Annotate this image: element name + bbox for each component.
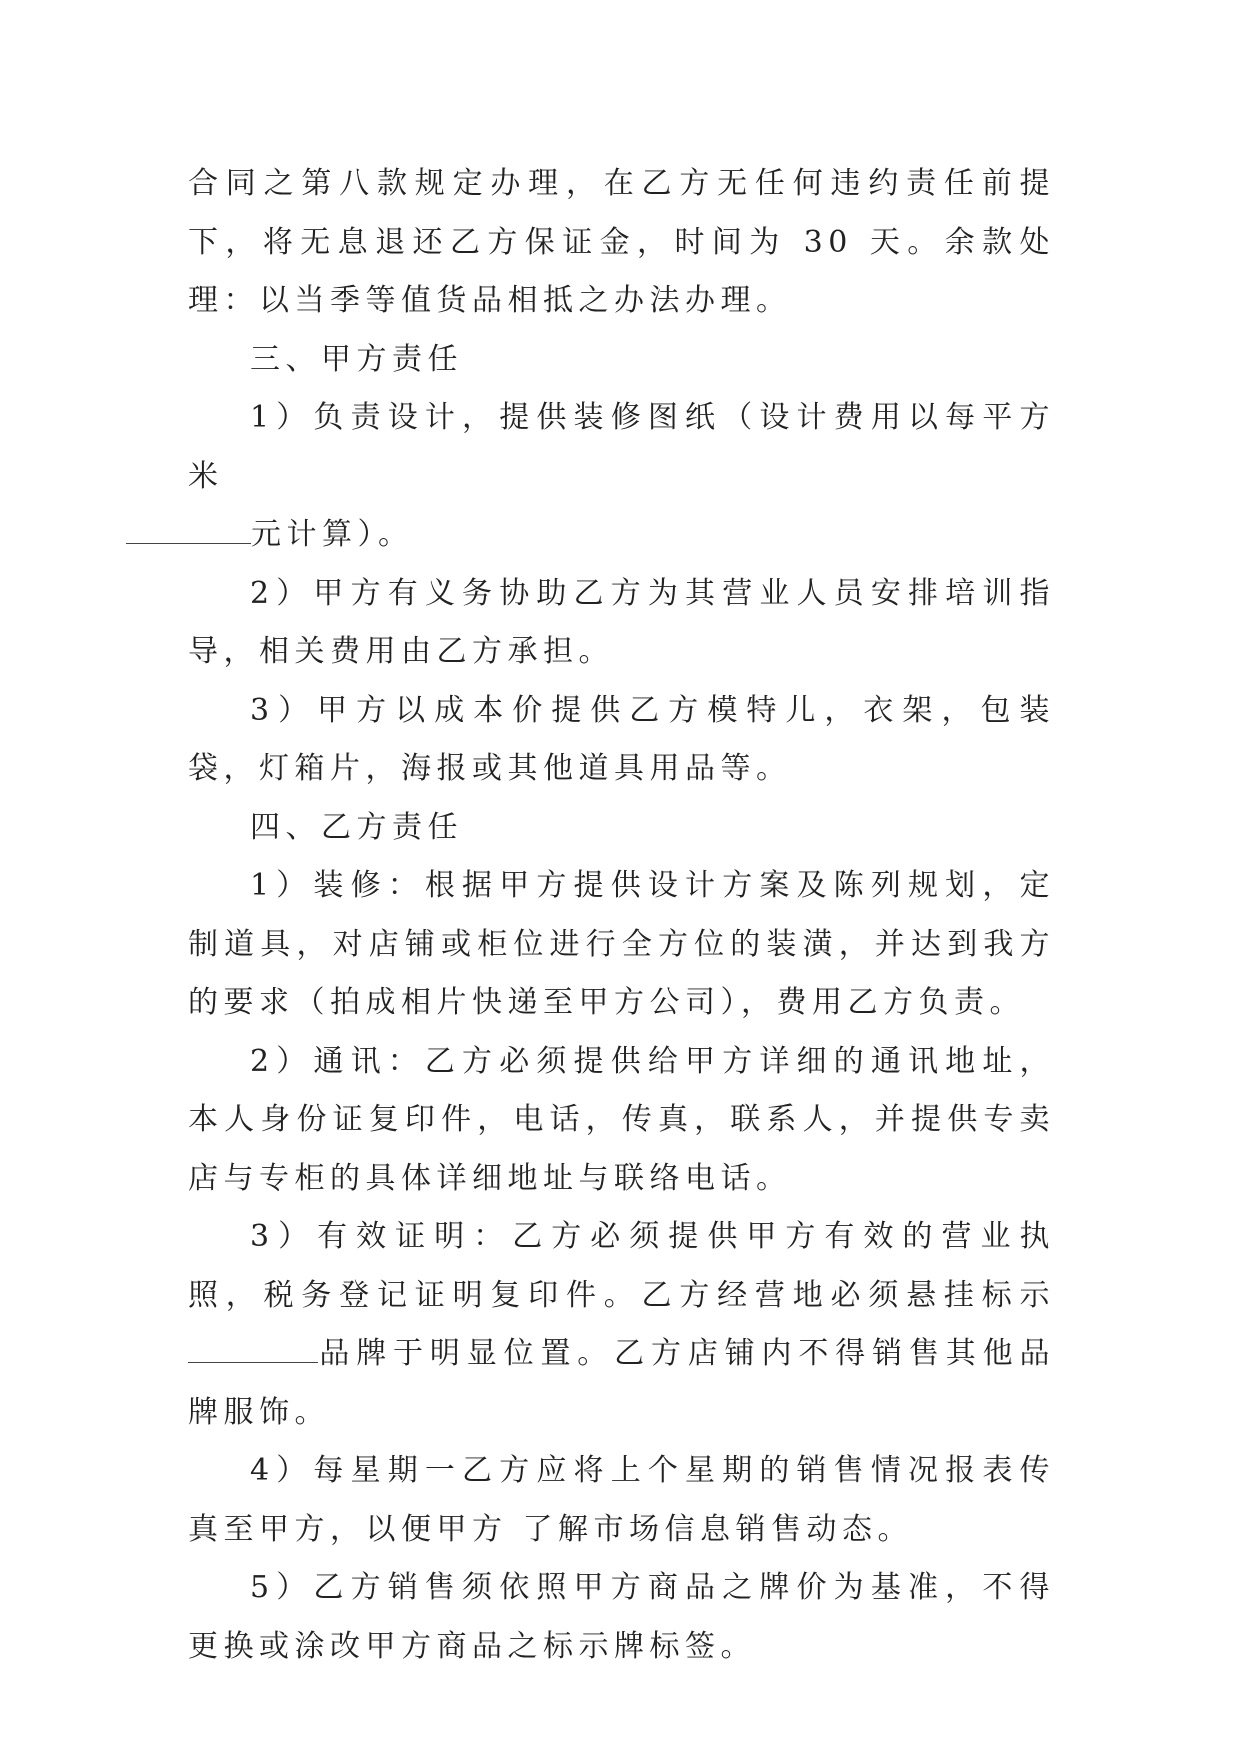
section-heading-party-b-duties: 四、乙方责任 — [250, 809, 463, 845]
section-heading-party-a-duties: 三、甲方责任 — [250, 341, 463, 377]
party-b-item-certificates-text-before: 3）有效证明：乙方必须提供甲方有效的营业执照，税务登记证明复印件。乙方经营地必须悬挂标示 — [188, 1219, 1055, 1313]
fill-in-blank-brand — [188, 1326, 318, 1363]
paragraph-deposit-refund: 合同之第八款规定办理，在乙方无任何违约责任前提下，将无息退还乙方保证金，时间为 30 天。余款处理：以当季等值货品相抵之办法办理。 — [188, 166, 1055, 318]
party-b-item-certificates — [188, 1208, 1055, 1442]
party-b-item-decoration: 1）装修：根据甲方提供设计方案及陈列规划，定制道具，对店铺或柜位进行全方位的装潢，并达到我方的要求（拍成相片快递至甲方公司），费用乙方负责。 — [188, 868, 1055, 1020]
party-b-item-weekly-report: 4）每星期一乙方应将上个星期的销售情况报表传真至甲方，以便甲方 了解市场信息销售动态。 — [188, 1453, 1055, 1547]
fill-in-blank-fee — [126, 507, 251, 544]
party-b-item-pricing: 5）乙方销售须依照甲方商品之牌价为基准，不得更换或涂改甲方商品之标示牌标签。 — [188, 1570, 1055, 1664]
party-a-item-props: 3）甲方以成本价提供乙方模特儿，衣架，包装袋，灯箱片，海报或其他道具用品等。 — [188, 692, 1055, 786]
party-a-item-design-text-after: 元计算）。 — [251, 517, 414, 552]
party-a-item-design-text-before: 1）负责设计，提供装修图纸（设计费用以每平方米 — [188, 400, 1055, 494]
party-b-item-communication: 2）通讯：乙方必须提供给甲方详细的通讯地址，本人身份证复印件，电话，传真，联系人，并提供专卖店与专柜的具体详细地址与联络电话。 — [188, 1043, 1055, 1196]
party-b-item-certificates-text-after: 品牌于明显位置。乙方店铺内不得销售其他品牌服饰。 — [188, 1336, 1055, 1430]
document-body — [188, 155, 1055, 1676]
party-a-item-design — [188, 389, 1055, 565]
party-a-item-training: 2）甲方有义务协助乙方为其营业人员安排培训指导，相关费用由乙方承担。 — [188, 575, 1055, 669]
